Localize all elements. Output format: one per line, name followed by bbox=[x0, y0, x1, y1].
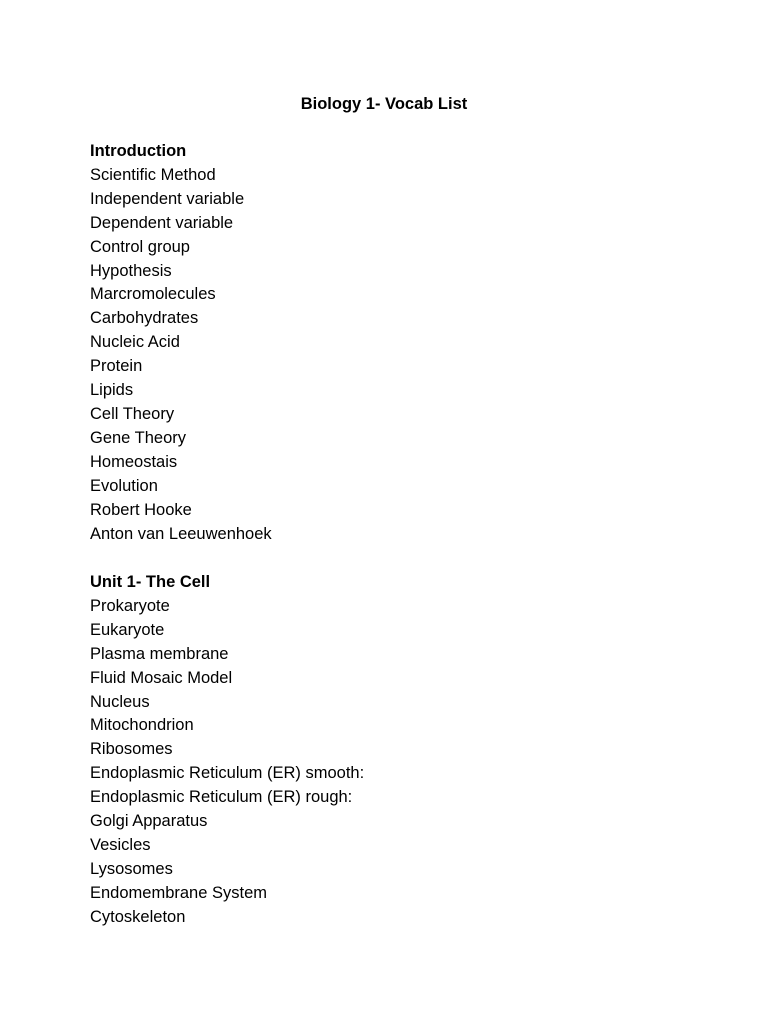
section-heading-introduction: Introduction bbox=[90, 142, 187, 160]
term-item: Ribosomes bbox=[90, 740, 173, 759]
term-item: Dependent variable bbox=[90, 213, 234, 232]
term-item: Independent variable bbox=[90, 189, 245, 208]
term-item: Cell Theory bbox=[90, 404, 175, 423]
term-item: Anton van Leeuwenhoek bbox=[90, 524, 272, 543]
term-list-introduction bbox=[90, 164, 690, 547]
term-item: Endomembrane System bbox=[90, 883, 267, 902]
term-item: Lipids bbox=[90, 381, 134, 400]
term-item: Plasma membrane bbox=[90, 644, 229, 663]
term-item: Lysosomes bbox=[90, 859, 173, 878]
section-unit-1 bbox=[90, 571, 690, 930]
term-item: Homeostais bbox=[90, 452, 178, 471]
term-item: Cytoskeleton bbox=[90, 907, 186, 926]
term-item: Evolution bbox=[90, 476, 158, 495]
term-list-unit-1 bbox=[90, 595, 690, 930]
term-item: Mitochondrion bbox=[90, 716, 194, 735]
term-item: Nucleic Acid bbox=[90, 333, 180, 352]
section-introduction bbox=[90, 140, 690, 546]
term-item: Golgi Apparatus bbox=[90, 812, 208, 831]
term-item: Prokaryote bbox=[90, 596, 170, 615]
term-item: Control group bbox=[90, 237, 190, 256]
term-item: Endoplasmic Reticulum (ER) rough: bbox=[90, 788, 353, 807]
term-item: Gene Theory bbox=[90, 428, 187, 447]
document-title: Biology 1- Vocab List bbox=[300, 95, 468, 113]
term-item: Eukaryote bbox=[90, 620, 165, 639]
term-item: Fluid Mosaic Model bbox=[90, 668, 233, 687]
section-heading-unit-1: Unit 1- The Cell bbox=[90, 573, 211, 591]
term-item: Carbohydrates bbox=[90, 309, 199, 328]
term-item: Nucleus bbox=[90, 692, 150, 711]
term-item: Scientific Method bbox=[90, 165, 216, 184]
term-item: Robert Hooke bbox=[90, 500, 192, 519]
term-item: Vesicles bbox=[90, 835, 151, 854]
term-item: Protein bbox=[90, 357, 143, 376]
term-item: Marcromolecules bbox=[90, 285, 216, 304]
term-item: Hypothesis bbox=[90, 261, 172, 280]
term-item: Endoplasmic Reticulum (ER) smooth: bbox=[90, 764, 365, 783]
